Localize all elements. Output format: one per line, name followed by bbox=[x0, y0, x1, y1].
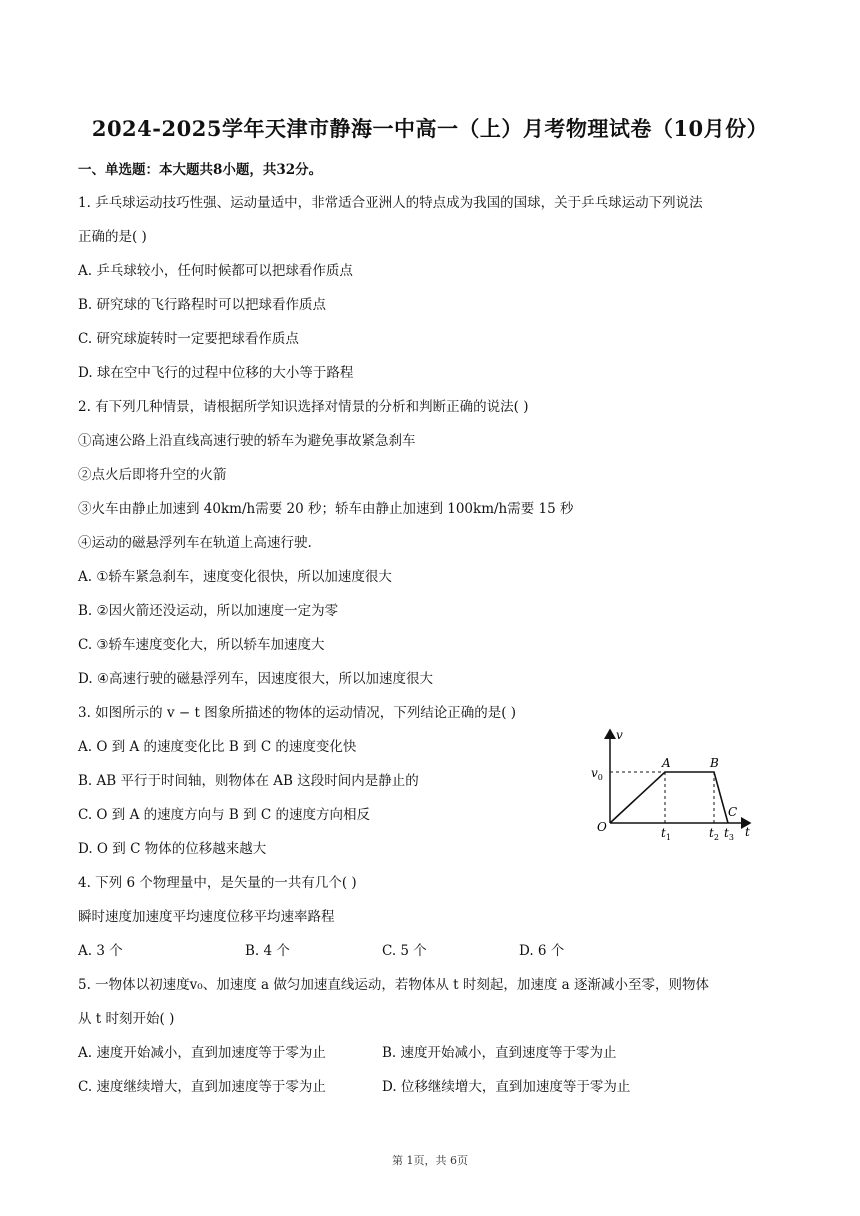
page-title: 2024-2025学年天津市静海一中高一（上）月考物理试卷（10月份） bbox=[91, 116, 769, 141]
q3-option-c: C. O 到 A 的速度方向与 B 到 C 的速度方向相反 bbox=[78, 807, 371, 823]
vt-graph bbox=[585, 722, 765, 847]
point-b-label: B bbox=[710, 756, 719, 770]
q2-scenario-4: ④运动的磁悬浮列车在轨道上高速行驶. bbox=[78, 535, 312, 551]
q1-option-d: D. 球在空中飞行的过程中位移的大小等于路程 bbox=[78, 365, 354, 381]
page-footer: 第 1页，共 6页 bbox=[392, 1154, 468, 1167]
q1-option-c: C. 研究球旋转时一定要把球看作质点 bbox=[78, 331, 299, 347]
t3-label: $t_3$ bbox=[724, 826, 734, 842]
q3-option-a: A. O 到 A 的速度变化比 B 到 C 的速度变化快 bbox=[78, 739, 357, 755]
point-a-label: A bbox=[662, 756, 671, 770]
t1-label: $t_1$ bbox=[661, 826, 671, 842]
q5-option-d: D. 位移继续增大，直到加速度等于零为止 bbox=[382, 1079, 631, 1095]
q3-option-d: D. O 到 C 物体的位移越来越大 bbox=[78, 841, 267, 857]
q5-stem-line2: 从 t 时刻开始( ) bbox=[78, 1011, 175, 1027]
q2-option-a: A. ①轿车紧急刹车，速度变化很快，所以加速度很大 bbox=[78, 569, 392, 585]
q2-stem: 2. 有下列几种情景，请根据所学知识选择对情景的分析和判断正确的说法( ) bbox=[78, 399, 529, 415]
vt-curve bbox=[610, 772, 728, 823]
q4-quantity-list: 瞬时速度加速度平均速度位移平均速率路程 bbox=[78, 909, 335, 925]
v0-label: $v_0$ bbox=[591, 766, 603, 782]
q4-stem: 4. 下列 6 个物理量中，是矢量的一共有几个( ) bbox=[78, 875, 357, 891]
q1-stem-line2: 正确的是( ) bbox=[78, 229, 147, 245]
q1-option-a: A. 乒乓球较小，任何时候都可以把球看作质点 bbox=[78, 263, 353, 279]
q4-option-b: B. 4 个 bbox=[245, 943, 290, 959]
q5-option-b: B. 速度开始减小，直到速度等于零为止 bbox=[382, 1045, 617, 1061]
origin-label: O bbox=[597, 820, 607, 834]
q5-option-a: A. 速度开始减小，直到加速度等于零为止 bbox=[78, 1045, 326, 1061]
t2-label: $t_2$ bbox=[709, 826, 719, 842]
q2-scenario-1: ①高速公路上沿直线高速行驶的轿车为避免事故紧急刹车 bbox=[78, 433, 416, 449]
q2-option-c: C. ③轿车速度变化大，所以轿车加速度大 bbox=[78, 637, 325, 653]
q3-option-b: B. AB 平行于时间轴，则物体在 AB 这段时间内是静止的 bbox=[78, 773, 419, 789]
section-heading: 一、单选题：本大题共8小题，共32分。 bbox=[78, 162, 323, 178]
axis-t-label: t bbox=[745, 825, 750, 839]
q2-option-b: B. ②因火箭还没运动，所以加速度一定为零 bbox=[78, 603, 339, 619]
q1-option-b: B. 研究球的飞行路程时可以把球看作质点 bbox=[78, 297, 327, 313]
axis-v-label: v bbox=[616, 728, 623, 742]
q4-option-d: D. 6 个 bbox=[519, 943, 565, 959]
q2-scenario-2: ②点火后即将升空的火箭 bbox=[78, 467, 227, 483]
q3-stem: 3. 如图所示的 v − t 图象所描述的物体的运动情况，下列结论正确的是( ) bbox=[78, 705, 517, 721]
q2-option-d: D. ④高速行驶的磁悬浮列车，因速度很大，所以加速度很大 bbox=[78, 671, 434, 687]
q4-option-c: C. 5 个 bbox=[382, 943, 427, 959]
point-c-label: C bbox=[728, 805, 738, 819]
q4-option-a: A. 3 个 bbox=[78, 943, 123, 959]
q5-option-c: C. 速度继续增大，直到加速度等于零为止 bbox=[78, 1079, 326, 1095]
q1-stem-line1: 1. 乒乓球运动技巧性强、运动量适中，非常适合亚洲人的特点成为我国的国球，关于乒乓球运动下列说法 bbox=[78, 195, 703, 211]
q2-scenario-3: ③火车由静止加速到 40km/h需要 20 秒；轿车由静止加速到 100km/h需要 15 秒 bbox=[78, 501, 574, 517]
q5-stem-line1: 5. 一物体以初速度v₀、加速度 a 做匀加速直线运动，若物体从 t 时刻起，加速度 a 逐渐减小至零，则物体 bbox=[78, 977, 709, 993]
